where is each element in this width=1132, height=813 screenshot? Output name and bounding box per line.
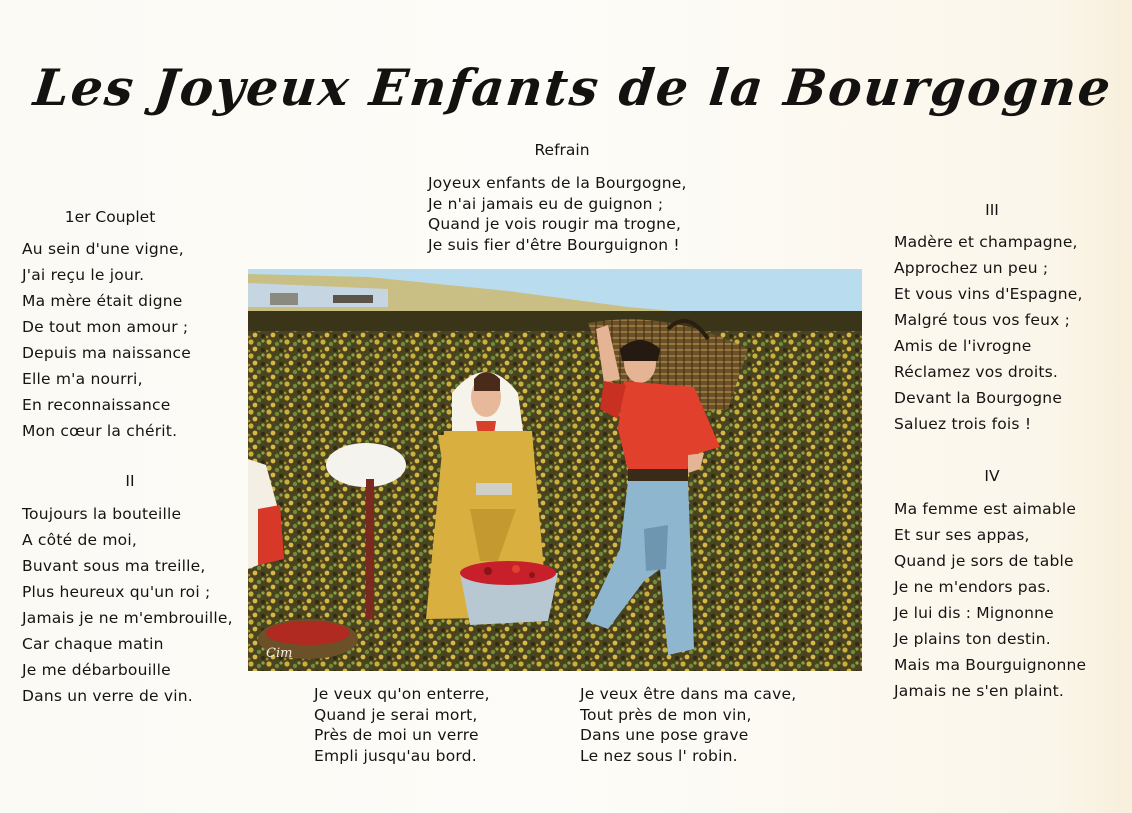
verse-line: Mais ma Bourguignonne — [894, 656, 1087, 674]
verse-line: Près de moi un verre — [314, 726, 479, 744]
verse-line: Saluez trois fois ! — [894, 415, 1032, 433]
verse-line: Madère et champagne, — [894, 233, 1078, 251]
verse-line: Empli jusqu'au bord. — [314, 746, 477, 765]
verse-line: En reconnaissance — [22, 396, 171, 414]
couplet-6-verse — [580, 684, 796, 766]
vineyard-harvest-photo — [248, 269, 862, 671]
verse-line: Dans une pose grave — [580, 726, 749, 744]
couplet-3-heading: III — [985, 201, 999, 219]
couplet-5-verse — [314, 684, 490, 766]
verse-line: Le nez sous l' robin. — [580, 746, 738, 765]
couplet-4-verse — [894, 496, 1086, 704]
verse-line: Malgré tous vos feux ; — [894, 311, 1071, 329]
verse-line: Je n'ai jamais eu de guignon ; — [428, 194, 664, 213]
couplet-4-heading: IV — [984, 467, 1000, 485]
verse-line: Je me débarbouille — [22, 661, 171, 679]
verse-line: Toujours la bouteille — [22, 505, 182, 523]
refrain-verse — [428, 173, 687, 255]
verse-line: Je plains ton destin. — [894, 630, 1051, 648]
verse-line: Tout près de mon vin, — [580, 705, 752, 724]
verse-line: J'ai reçu le jour. — [22, 266, 145, 284]
verse-line: Dans un verre de vin. — [22, 687, 193, 705]
verse-line: Réclamez vos droits. — [894, 363, 1059, 381]
verse-line: Amis de l'ivrogne — [894, 337, 1032, 355]
couplet-2-heading: II — [125, 472, 135, 490]
verse-line: Mon cœur la chérit. — [22, 422, 178, 440]
verse-line: Et sur ses appas, — [894, 526, 1030, 544]
verse-line: Je suis fier d'être Bourguignon ! — [428, 235, 680, 254]
verse-line: Je veux être dans ma cave, — [580, 685, 797, 703]
verse-line: Et vous vins d'Espagne, — [894, 285, 1083, 303]
verse-line: Au sein d'une vigne, — [22, 240, 184, 258]
verse-line: Depuis ma naissance — [22, 344, 191, 362]
verse-line: Je ne m'endors pas. — [894, 578, 1051, 596]
verse-line: Elle m'a nourri, — [22, 370, 143, 388]
verse-line: Devant la Bourgogne — [894, 389, 1063, 407]
verse-line: Car chaque matin — [22, 635, 164, 653]
couplet-2-verse — [22, 501, 233, 709]
verse-line: Quand je serai mort, — [314, 705, 478, 724]
verse-line: Quand je sors de table — [894, 552, 1074, 570]
verse-line: Je veux qu'on enterre, — [314, 685, 490, 703]
verse-line: Approchez un peu ; — [894, 259, 1049, 277]
postcard-title: Les Joyeux Enfants de la Bourgogne — [30, 58, 1116, 117]
verse-line: Quand je vois rougir ma trogne, — [428, 215, 682, 233]
couplet-3-verse — [894, 229, 1083, 437]
verse-line: Jamais je ne m'embrouille, — [22, 609, 233, 627]
verse-line: De tout mon amour ; — [22, 318, 189, 336]
photo-signature: Cim — [266, 646, 293, 661]
verse-line: Buvant sous ma treille, — [22, 557, 206, 575]
verse-line: Ma femme est aimable — [894, 500, 1077, 518]
refrain-heading: Refrain — [534, 141, 590, 159]
verse-line: Je lui dis : Mignonne — [894, 604, 1054, 622]
verse-line: Ma mère était digne — [22, 292, 183, 310]
couplet-1-verse — [22, 236, 191, 444]
couplet-1-heading: 1er Couplet — [64, 208, 156, 226]
verse-line: Plus heureux qu'un roi ; — [22, 583, 211, 601]
verse-line: Jamais ne s'en plaint. — [894, 682, 1065, 700]
verse-line: Joyeux enfants de la Bourgogne, — [428, 174, 687, 192]
verse-line: A côté de moi, — [22, 531, 137, 549]
